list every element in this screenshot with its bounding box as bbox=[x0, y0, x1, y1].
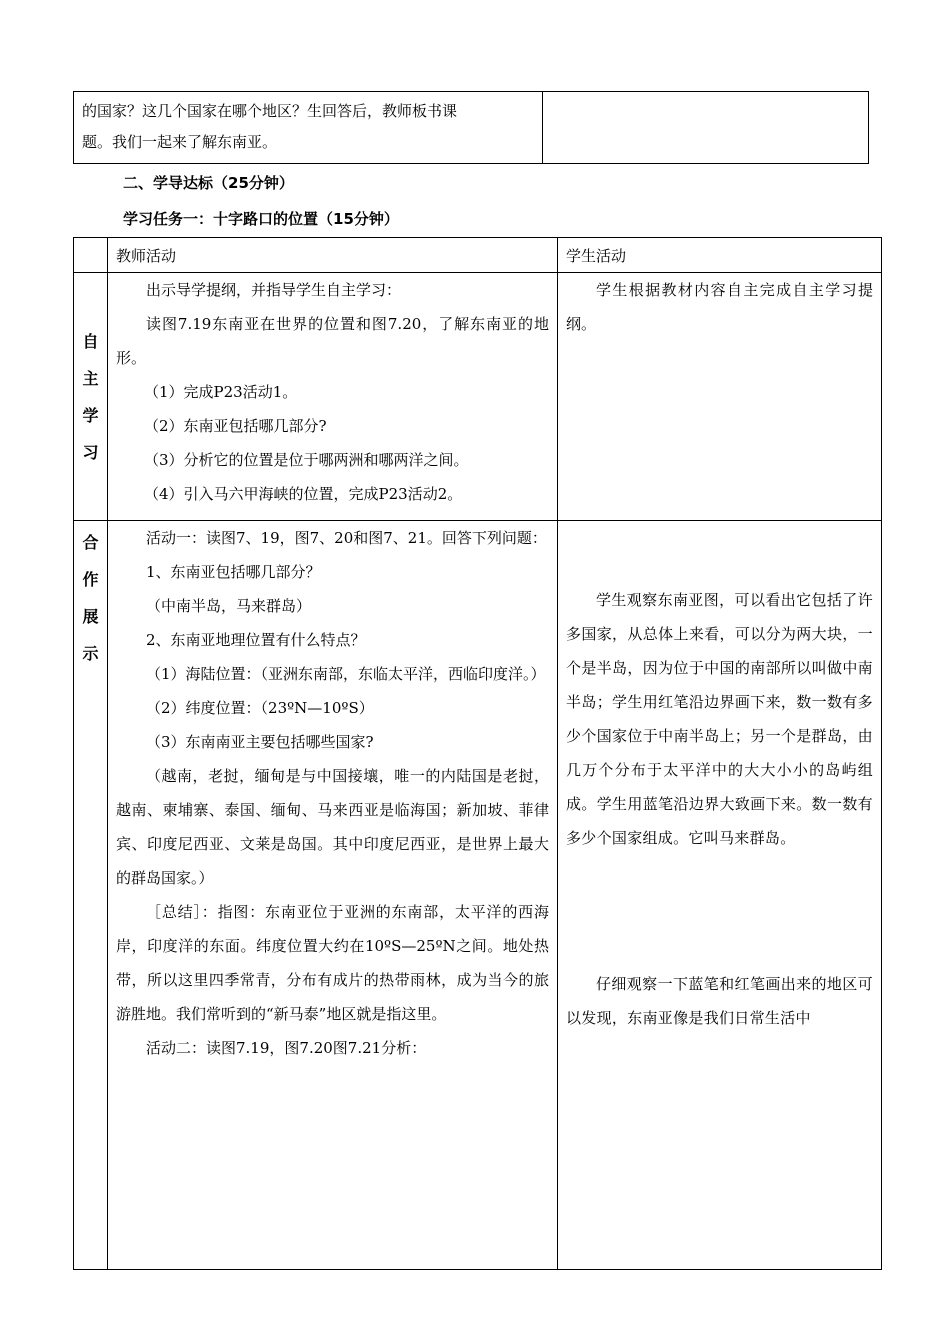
activity-table bbox=[73, 237, 882, 1270]
label-char: 主 bbox=[82, 369, 99, 388]
intro-line-2: 题。我们一起来了解东南亚。 bbox=[82, 133, 278, 151]
paragraph: 2、东南亚地理位置有什么特点？ bbox=[146, 631, 366, 649]
teacher-activity-cell bbox=[108, 521, 558, 1270]
label-char: 作 bbox=[82, 570, 99, 589]
student-activity-cell bbox=[558, 521, 882, 1270]
paragraph: （2）东南亚包括哪几部分? bbox=[144, 417, 327, 435]
row-label-cooperation bbox=[74, 521, 108, 1270]
paragraph: ［总结］：指图：东南亚位于亚洲的东南部，太平洋的西海岸，印度洋的东面。纬度位置大约在10ºS—25ºN之间。地处热带，所以这里四季常青，分布有成片的热带雨林，成为当今的旅游胜地。我们常听到的“新马泰”地区就是指这里。 bbox=[116, 903, 549, 1023]
task-heading: 学习任务一：十字路口的位置（15分钟） bbox=[123, 210, 399, 228]
paragraph: （越南，老挝，缅甸是与中国接壤，唯一的内陆国是老挝，越南、柬埔寨、泰国、缅甸、马来西亚是临海国；新加坡、菲律宾、印度尼西亚、文莱是岛国。其中印度尼西亚，是世界上最大的群岛国家。） bbox=[116, 767, 549, 887]
paragraph: （3）东南南亚主要包括哪些国家? bbox=[146, 733, 374, 751]
paragraph: （2）纬度位置：（23ºN—10ºS） bbox=[146, 699, 374, 717]
paragraph: 仔细观察一下蓝笔和红笔画出来的地区可以发现，东南亚像是我们日常生活中 bbox=[566, 975, 873, 1027]
table-header-row bbox=[74, 238, 882, 273]
paragraph: 学生根据教材内容自主完成自主学习提纲。 bbox=[566, 281, 873, 333]
teacher-activity-cell bbox=[108, 273, 558, 521]
paragraph: （中南半岛，马来群岛） bbox=[146, 597, 312, 615]
label-char: 展 bbox=[82, 607, 99, 626]
paragraph: 读图7.19东南亚在世界的位置和图7.20，了解东南亚的地形。 bbox=[116, 315, 549, 367]
paragraph: （3）分析它的位置是位于哪两洲和哪两洋之间。 bbox=[144, 451, 469, 469]
intro-student-cell bbox=[543, 92, 869, 164]
paragraph: （1）完成P23活动1。 bbox=[144, 383, 298, 401]
table-row-cooperation bbox=[74, 521, 882, 1270]
paragraph: 活动一：读图7、19，图7、20和图7、21。回答下列问题： bbox=[146, 529, 547, 547]
label-char: 合 bbox=[82, 533, 99, 552]
paragraph: 活动二：读图7.19，图7.20图7.21分析： bbox=[146, 1039, 427, 1057]
student-activity-cell bbox=[558, 273, 882, 521]
paragraph: （4）引入马六甲海峡的位置，完成P23活动2。 bbox=[144, 485, 463, 503]
section-heading: 二、学导达标（25分钟） bbox=[123, 174, 294, 192]
intro-row bbox=[74, 92, 869, 164]
intro-table bbox=[73, 91, 869, 164]
paragraph: （1）海陆位置：（亚洲东南部，东临太平洋，西临印度洋。） bbox=[146, 665, 546, 683]
label-char: 自 bbox=[82, 332, 99, 351]
paragraph: 1、东南亚包括哪几部分？ bbox=[146, 563, 321, 581]
paragraph: 出示导学提纲，并指导学生自主学习： bbox=[146, 281, 402, 299]
header-teacher: 教师活动 bbox=[108, 238, 558, 273]
intro-line-1: 的国家？这几个国家在哪个地区？生回答后，教师板书课 bbox=[82, 102, 458, 120]
row-label-self-study bbox=[74, 273, 108, 521]
header-student: 学生活动 bbox=[558, 238, 882, 273]
header-label-cell bbox=[74, 238, 108, 273]
label-char: 学 bbox=[82, 406, 99, 425]
label-char: 示 bbox=[82, 644, 99, 663]
intro-teacher-cell bbox=[74, 92, 543, 164]
table-row-self-study bbox=[74, 273, 882, 521]
label-char: 习 bbox=[82, 443, 99, 462]
paragraph: 学生观察东南亚图，可以看出它包括了许多国家，从总体上来看，可以分为两大块，一个是半岛，因为位于中国的南部所以叫做中南半岛；学生用红笔沿边界画下来，数一数有多少个国家位于中南半岛上；另一个是群岛，由几万个分布于太平洋中的大大小小的岛屿组成。学生用蓝笔沿边界大致画下来。数一数有多少个国家组成。它叫马来群岛。 bbox=[566, 591, 873, 847]
